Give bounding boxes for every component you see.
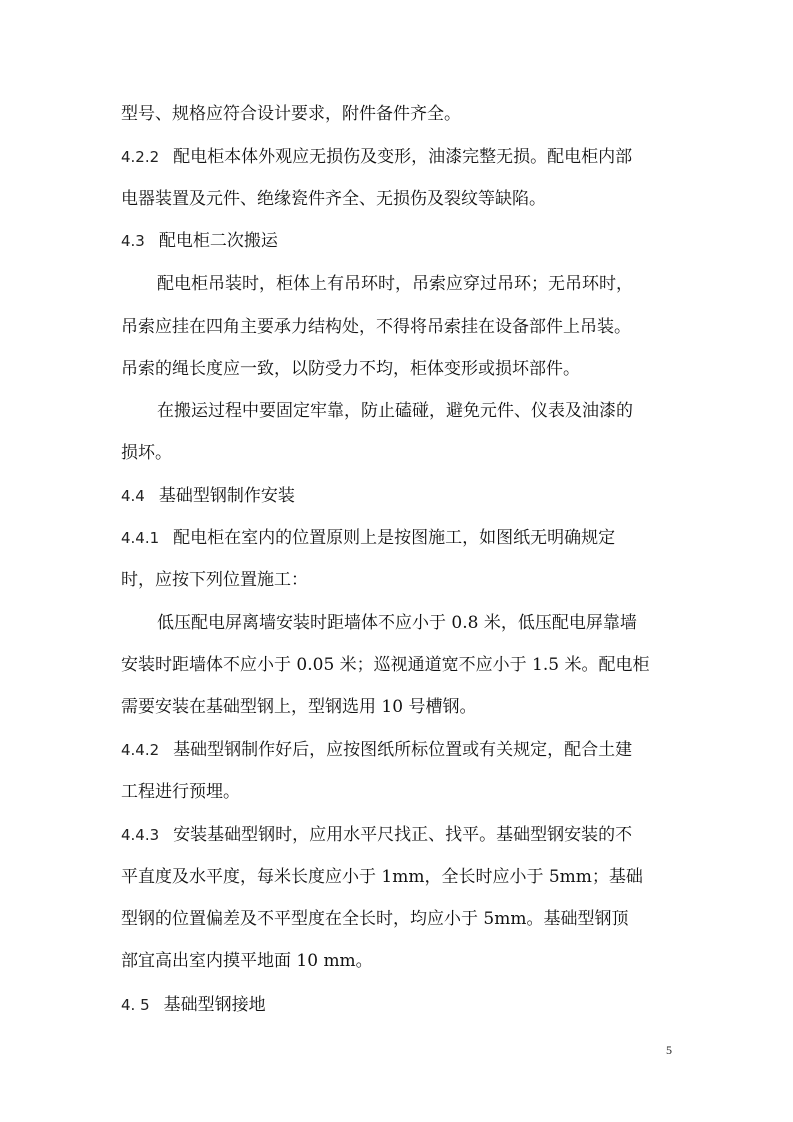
text-line	[121, 781, 681, 803]
text-line	[121, 908, 681, 930]
section-number: 4.3	[121, 232, 145, 250]
section-heading-4-4	[121, 485, 681, 507]
clause-number: 4.2.2	[121, 148, 160, 166]
body-text: 吊索的绳长度应一致，以防受力不均，柜体变形或损坏部件。	[121, 359, 580, 379]
body-text: 配电柜本体外观应无损伤及变形，油漆完整无损。配电柜内部	[173, 147, 633, 167]
text-line	[121, 569, 681, 591]
text-line	[157, 273, 717, 295]
clause-4-4-3	[121, 824, 681, 846]
text-line	[121, 358, 681, 380]
section-heading-4-5	[121, 994, 681, 1016]
body-text: 需要安装在基础型钢上，型钢选用 10 号槽钢。	[121, 697, 477, 717]
clause-4-4-2	[121, 739, 681, 761]
body-text: 基础型钢制作好后，应按图纸所标位置或有关规定，配合土建	[173, 740, 633, 760]
body-text: 在搬运过程中要固定牢靠，防止磕碰，避免元件、仪表及油漆的	[157, 401, 633, 421]
body-text: 配电柜吊装时，柜体上有吊环时，吊索应穿过吊环；无吊环时，	[157, 274, 633, 294]
body-text: 配电柜在室内的位置原则上是按图施工，如图纸无明确规定	[173, 528, 616, 548]
body-text: 部宜高出室内摸平地面 10 mm。	[121, 951, 373, 971]
body-text: 时，应按下列位置施工：	[121, 570, 308, 590]
section-title: 基础型钢制作安装	[158, 486, 295, 506]
text-line	[121, 103, 681, 125]
section-heading-4-3	[121, 230, 681, 252]
body-text: 吊索应挂在四角主要承力结构处，不得将吊索挂在设备部件上吊装。	[121, 317, 631, 337]
section-title: 基础型钢接地	[163, 995, 266, 1015]
clause-4-2-2	[121, 146, 681, 168]
body-text: 型号、规格应符合设计要求，附件备件齐全。	[121, 104, 461, 124]
text-line	[121, 442, 681, 464]
text-line	[121, 866, 681, 888]
text-line	[121, 950, 681, 972]
body-text: 安装基础型钢时，应用水平尺找正、找平。基础型钢安装的不	[173, 825, 633, 845]
text-line	[121, 188, 681, 210]
text-line	[121, 316, 681, 338]
clause-number: 4.4.1	[121, 529, 160, 547]
body-text: 损坏。	[121, 443, 172, 463]
body-text: 工程进行预埋。	[121, 782, 240, 802]
text-line	[121, 654, 681, 676]
page-number: 5	[666, 1043, 672, 1057]
body-text: 安装时距墙体不应小于 0.05 米；巡视通道宽不应小于 1.5 米。配电柜	[121, 655, 650, 675]
body-text: 电器装置及元件、绝缘瓷件齐全、无损伤及裂纹等缺陷。	[121, 189, 546, 209]
body-text: 低压配电屏离墙安装时距墙体不应小于 0.8 米，低压配电屏靠墙	[157, 613, 637, 633]
section-number: 4. 5	[121, 996, 150, 1014]
clause-4-4-1	[121, 527, 681, 549]
body-text: 平直度及水平度，每米长度应小于 1mm，全长时应小于 5mm；基础	[121, 867, 643, 887]
text-line	[157, 612, 717, 634]
body-text: 型钢的位置偏差及不平型度在全长时，均应小于 5mm。基础型钢顶	[121, 909, 629, 929]
text-line	[121, 696, 681, 718]
section-number: 4.4	[121, 487, 145, 505]
clause-number: 4.4.3	[121, 826, 160, 844]
text-line	[157, 400, 717, 422]
clause-number: 4.4.2	[121, 741, 160, 759]
section-title: 配电柜二次搬运	[158, 231, 278, 251]
